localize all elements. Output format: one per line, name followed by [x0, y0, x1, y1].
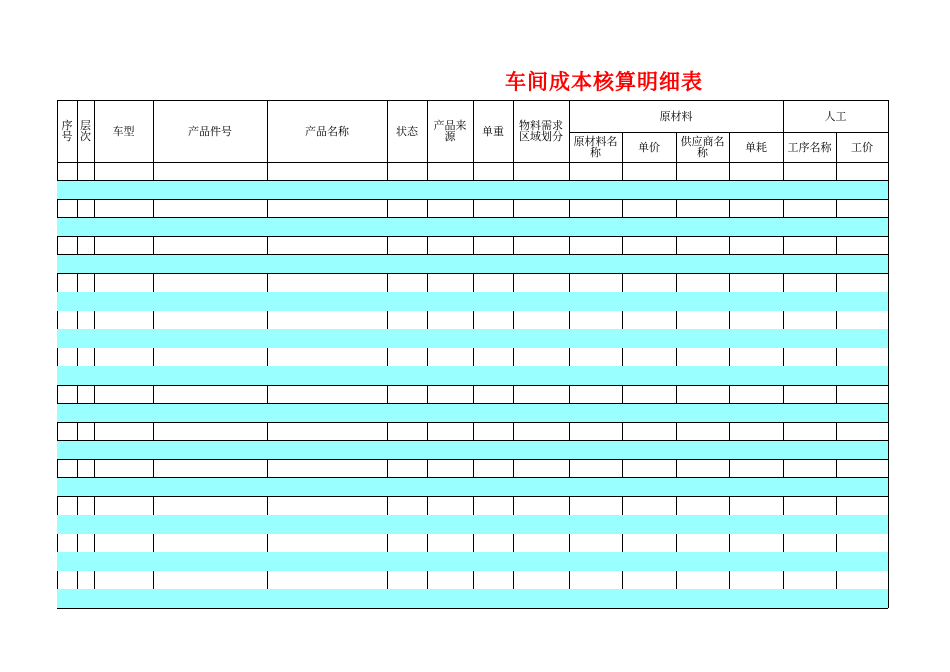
table-row: [57, 385, 888, 404]
table-row: [57, 311, 888, 330]
table-row: [57, 534, 888, 553]
header-part-name: 产品名称: [305, 124, 349, 138]
column-rule: [267, 100, 268, 608]
column-rule: [783, 100, 784, 608]
column-rule: [473, 100, 474, 608]
row-rule: [57, 496, 888, 497]
row-rule: [57, 459, 888, 460]
column-rule: [569, 100, 570, 608]
row-rule: [57, 385, 888, 386]
column-rule: [836, 132, 837, 608]
table-row: [57, 292, 888, 311]
column-rule: [387, 100, 388, 608]
column-rule: [676, 132, 677, 608]
table-row: [57, 274, 888, 293]
row-rule: [57, 533, 888, 534]
row-rule: [57, 217, 888, 218]
row-rule: [57, 310, 888, 311]
table-row: [57, 459, 888, 478]
header-part-number: 产品件号: [188, 124, 232, 138]
header-status: 状态: [396, 124, 418, 138]
header-raw-material-group: 原材料: [659, 109, 693, 123]
table-row: [57, 515, 888, 534]
row-rule: [57, 477, 888, 478]
row-rule: [57, 422, 888, 423]
row-rule: [57, 608, 888, 609]
row-rule: [57, 162, 888, 163]
column-rule: [427, 100, 428, 608]
table-row: [57, 404, 888, 423]
header-product-source: 产品来 源: [433, 119, 467, 143]
row-rule: [57, 329, 888, 330]
header-supplier-name: 供应商名 称: [680, 135, 725, 159]
row-rule: [57, 552, 888, 553]
header-level: 层 次: [80, 119, 91, 143]
header-process-name: 工序名称: [787, 140, 832, 154]
table-row: [57, 589, 888, 608]
row-rule: [57, 236, 888, 237]
header-unit-price: 单价: [638, 140, 660, 154]
row-rule: [57, 100, 888, 101]
row-rule: [57, 254, 888, 255]
table-row: [57, 366, 888, 385]
header-labor-cost: 工价: [851, 140, 873, 154]
row-rule: [57, 199, 888, 200]
header-unit-weight: 单重: [482, 124, 504, 138]
row-rule: [57, 570, 888, 571]
sheet-title: 车间成本核算明细表: [505, 70, 703, 94]
row-rule: [57, 292, 888, 293]
table-row: [57, 236, 888, 255]
row-rule: [57, 440, 888, 441]
table-row: [57, 199, 888, 218]
row-rule: [57, 366, 888, 367]
row-rule: [57, 180, 888, 181]
column-rule: [513, 100, 514, 608]
row-rule: [57, 589, 888, 590]
table-row: [57, 255, 888, 274]
row-rule: [57, 403, 888, 404]
header-seq: 序 号: [61, 119, 73, 143]
table-row: [57, 422, 888, 441]
header-unit-consumption: 单耗: [745, 140, 767, 154]
group-rule: [569, 132, 888, 133]
header-labor-group: 人工: [824, 109, 847, 123]
table-row: [57, 218, 888, 237]
row-rule: [57, 515, 888, 516]
column-rule: [888, 100, 889, 608]
table-row: [57, 181, 888, 200]
column-rule: [94, 100, 95, 608]
column-rule: [153, 100, 154, 608]
column-rule: [622, 132, 623, 608]
table-row: [57, 441, 888, 460]
header-car-model: 车型: [112, 124, 135, 138]
table-row: [57, 478, 888, 497]
row-rule: [57, 273, 888, 274]
column-rule: [57, 100, 58, 608]
table-row: [57, 571, 888, 590]
header-raw-material-name: 原材料名 称: [573, 135, 618, 159]
table-row: [57, 552, 888, 571]
table-row: [57, 348, 888, 367]
row-rule: [57, 347, 888, 348]
table-row: [57, 497, 888, 516]
header-demand-area: 物料需求 区域划分: [519, 119, 563, 143]
table-row: [57, 162, 888, 181]
column-rule: [77, 100, 78, 608]
column-rule: [729, 132, 730, 608]
table-row: [57, 329, 888, 348]
